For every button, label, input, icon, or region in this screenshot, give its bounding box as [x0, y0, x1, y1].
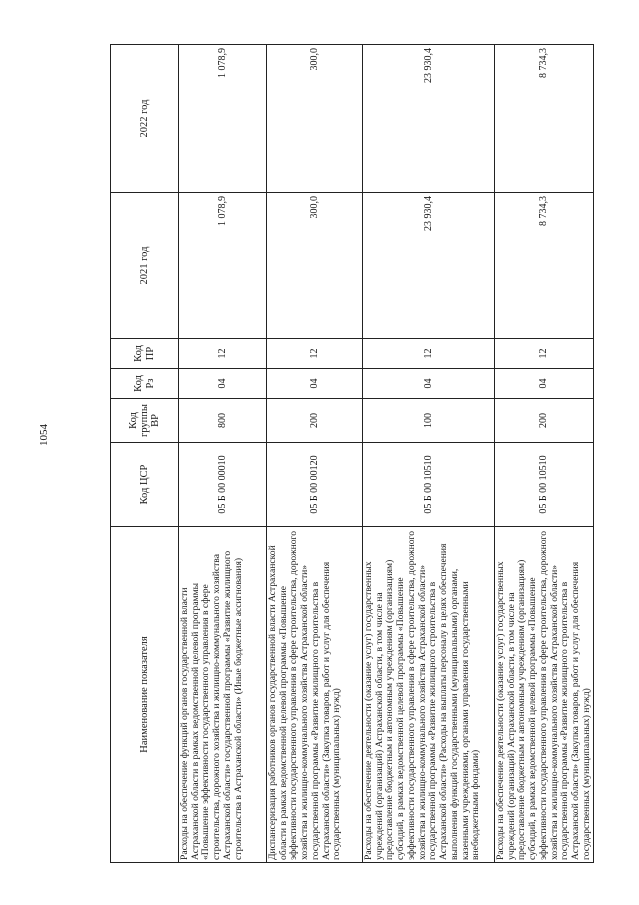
- header-rz: Код Рз: [111, 369, 179, 399]
- row-pr: 12: [495, 339, 594, 369]
- table-row: [267, 45, 363, 863]
- row-vr: 200: [267, 399, 363, 443]
- row-vr: 200: [495, 399, 594, 443]
- header-pr: Код ПР: [111, 339, 179, 369]
- row-pr: 12: [363, 339, 495, 369]
- row-pr: 12: [267, 339, 363, 369]
- row-pr: 12: [179, 339, 267, 369]
- header-vr: Код группы ВР: [111, 399, 179, 443]
- row-2022: 23 930,4: [363, 45, 495, 193]
- row-name: Расходы на обеспечение деятельности (оказание услуг) государственных учреждений (организаций) Астраханской области, в том числе на предоставление бюджетным и автономным учреждениям (организациям) субсидий, в рамках ведомственной целевой программы «Повышение эффективности государственного управления в сфере строительства, дорожного хозяйства и жилищно-коммунального хозяйства Астраханской области» государственной программы «Развитие жилищного строительства в Астраханской области» (Расходы на выплаты персоналу в целях обеспечения выполнения функций государственными (муниципальными) органами, казенными учреждениями, органами управления государственными внебюджетными фондами): [363, 527, 495, 863]
- table-row: [179, 45, 267, 863]
- table-row: [495, 45, 594, 863]
- header-name: Наименование показателя: [111, 527, 179, 863]
- row-rz: 04: [267, 369, 363, 399]
- row-2022: 1 078,9: [179, 45, 267, 193]
- table-header-row: [111, 45, 179, 863]
- row-csr: 05 Б 00 10510: [495, 443, 594, 527]
- page-number: 1054: [38, 424, 50, 446]
- table-row: [363, 45, 495, 863]
- header-2021: 2021 год: [111, 193, 179, 339]
- row-2021: 300,0: [267, 193, 363, 339]
- header-2022: 2022 год: [111, 45, 179, 193]
- row-2021: 8 734,3: [495, 193, 594, 339]
- row-rz: 04: [179, 369, 267, 399]
- row-name: Диспансеризация работников органов государственной власти Астраханской области в рамках ведомственной целевой программы «Повышение эффективности государственного управления в сфере строительства, дорожного хозяйства и жилищно-коммунального хозяйства Астраханской области» государственной программы «Развитие жилищного строительства в Астраханской области» (Закупка товаров, работ и услуг для обеспечения государственных (муниципальных) нужд): [267, 527, 363, 863]
- rotated-table-container: [110, 45, 590, 863]
- row-csr: 05 Б 00 10510: [363, 443, 495, 527]
- row-2021: 1 078,9: [179, 193, 267, 339]
- row-csr: 05 Б 00 00120: [267, 443, 363, 527]
- row-name: Расходы на обеспечение деятельности (оказание услуг) государственных учреждений (организаций) Астраханской области, в том числе на предоставление бюджетным и автономным учреждениям (организациям) субсидий, в рамках ведомственной целевой программы «Повышение эффективности государственного управления в сфере строительства, дорожного хозяйства и жилищно-коммунального хозяйства Астраханской области» государственной программы «Развитие жилищного строительства в Астраханской области» (Закупка товаров, работ и услуг для обеспечения государственных (муниципальных) нужд): [495, 527, 594, 863]
- header-csr: Код ЦСР: [111, 443, 179, 527]
- row-2022: 300,0: [267, 45, 363, 193]
- row-rz: 04: [495, 369, 594, 399]
- budget-table: [110, 44, 594, 863]
- row-2022: 8 734,3: [495, 45, 594, 193]
- row-vr: 800: [179, 399, 267, 443]
- row-vr: 100: [363, 399, 495, 443]
- row-name: Расходы на обеспечение функций органов государственной власти Астраханской области в рамках ведомственной целевой программы «Повышение эффективности государственного управления в сфере строительства, дорожного хозяйства и жилищно-коммунального хозяйства Астраханской области» государственной программы «Развитие жилищного строительства в Астраханской области» (Иные бюджетные ассигнования): [179, 527, 267, 863]
- row-2021: 23 930,4: [363, 193, 495, 339]
- row-csr: 05 Б 00 00010: [179, 443, 267, 527]
- row-rz: 04: [363, 369, 495, 399]
